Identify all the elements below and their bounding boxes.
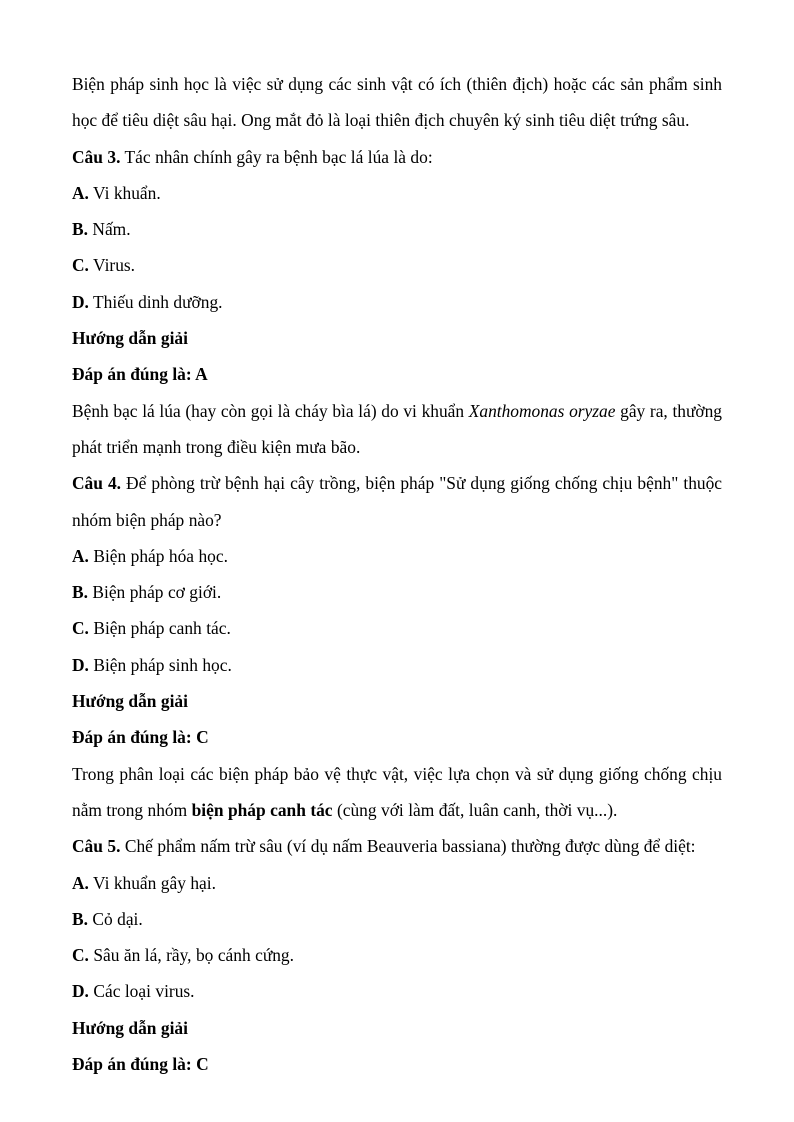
question-5-option-d: [72, 973, 722, 1009]
question-3-answer-key-bold-run: Đáp án đúng là: A: [72, 364, 208, 385]
question-5-option-b-text-run: Cỏ dại.: [87, 908, 143, 929]
question-4-option-b-bold-run: B.: [72, 582, 88, 603]
question-4-explanation: [72, 756, 722, 829]
question-5-option-d-text-run: Các loại virus.: [88, 981, 195, 1002]
question-5-stem-bold-run: Câu 5.: [72, 836, 121, 857]
document-body: [72, 66, 722, 1082]
question-4-explanation-text-run: (cùng với làm đất, luân canh, thời vụ...).: [332, 799, 618, 820]
question-5-answer-key-bold-run: Đáp án đúng là: C: [72, 1054, 209, 1075]
question-3-option-a-bold-run: A.: [72, 182, 89, 203]
question-3-stem: [72, 139, 722, 175]
question-4-explanation-text-run: Trong phân loại các biện pháp bảo vệ thực vật, việc lựa chọn và sử dụng giống chống chịu nằm trong nhóm: [72, 763, 722, 820]
question-3-explanation-italic-run: Xanthomonas oryzae: [468, 400, 616, 421]
intro-paragraph: [72, 66, 722, 139]
question-5-solution-heading: [72, 1010, 722, 1046]
question-3-answer-key: [72, 356, 722, 392]
question-4-answer-key-bold-run: Đáp án đúng là: C: [72, 727, 209, 748]
question-5-option-c: [72, 937, 722, 973]
question-5-solution-heading-bold-run: Hướng dẫn giải: [72, 1017, 188, 1038]
question-3-solution-heading: [72, 320, 722, 356]
question-4-solution-heading: [72, 683, 722, 719]
question-4-stem: [72, 465, 722, 538]
question-4-option-d-bold-run: D.: [72, 654, 89, 675]
question-4-option-c-text-run: Biện pháp canh tác.: [88, 618, 231, 639]
question-5-answer-key: [72, 1046, 722, 1082]
question-3-option-d-bold-run: D.: [72, 291, 89, 312]
question-3-option-a: [72, 175, 722, 211]
question-4-option-a-text-run: Biện pháp hóa học.: [88, 545, 228, 566]
question-3-explanation-text-run: gây ra, thường phát triển mạnh trong điều kiện mưa bão.: [72, 400, 722, 457]
question-3-option-c: [72, 247, 722, 283]
question-4-answer-key: [72, 719, 722, 755]
question-3-option-b-text-run: Nấm.: [87, 219, 131, 240]
question-4-option-b: [72, 574, 722, 610]
question-4-stem-text-run: Để phòng trừ bệnh hại cây trồng, biện pháp "Sử dụng giống chống chịu bệnh" thuộc nhóm biện pháp nào?: [72, 473, 722, 530]
question-3-option-a-text-run: Vi khuẩn.: [88, 182, 161, 203]
question-3-stem-bold-run: Câu 3.: [72, 146, 121, 167]
question-5-option-b: [72, 901, 722, 937]
question-5-option-b-bold-run: B.: [72, 908, 88, 929]
question-4-option-a-bold-run: A.: [72, 545, 89, 566]
question-4-option-d-text-run: Biện pháp sinh học.: [88, 654, 232, 675]
question-5-option-c-bold-run: C.: [72, 945, 89, 966]
question-4-option-b-text-run: Biện pháp cơ giới.: [87, 582, 222, 603]
question-3-option-d: [72, 284, 722, 320]
question-3-option-b-bold-run: B.: [72, 219, 88, 240]
question-4-option-c-bold-run: C.: [72, 618, 89, 639]
question-4-option-c: [72, 610, 722, 646]
intro-paragraph-text-run: Biện pháp sinh học là việc sử dụng các sinh vật có ích (thiên địch) hoặc các sản phẩm sinh học để tiêu diệt sâu hại. Ong mắt đỏ là loại thiên địch chuyên ký sinh tiêu diệt trứng sâu.: [72, 74, 722, 131]
question-4-solution-heading-bold-run: Hướng dẫn giải: [72, 691, 188, 712]
question-3-explanation: [72, 393, 722, 466]
question-5-stem-text-run: Chế phẩm nấm trừ sâu (ví dụ nấm Beauveria bassiana) thường được dùng để diệt:: [120, 836, 696, 857]
question-5-stem: [72, 828, 722, 864]
question-5-option-a-bold-run: A.: [72, 872, 89, 893]
question-5-option-a: [72, 865, 722, 901]
question-5-option-a-text-run: Vi khuẩn gây hại.: [88, 872, 216, 893]
question-3-option-c-text-run: Virus.: [88, 255, 136, 276]
question-3-option-b: [72, 211, 722, 247]
question-5-option-c-text-run: Sâu ăn lá, rầy, bọ cánh cứng.: [88, 945, 294, 966]
question-4-explanation-bold-run: biện pháp canh tác: [191, 799, 333, 820]
question-3-option-d-text-run: Thiếu dinh dưỡng.: [88, 291, 223, 312]
question-4-stem-bold-run: Câu 4.: [72, 473, 122, 494]
question-3-option-c-bold-run: C.: [72, 255, 89, 276]
question-3-stem-text-run: Tác nhân chính gây ra bệnh bạc lá lúa là do:: [120, 146, 433, 167]
question-5-option-d-bold-run: D.: [72, 981, 89, 1002]
question-4-option-a: [72, 538, 722, 574]
question-3-solution-heading-bold-run: Hướng dẫn giải: [72, 328, 188, 349]
question-4-option-d: [72, 647, 722, 683]
question-3-explanation-text-run: Bệnh bạc lá lúa (hay còn gọi là cháy bìa lá) do vi khuẩn: [72, 400, 469, 421]
